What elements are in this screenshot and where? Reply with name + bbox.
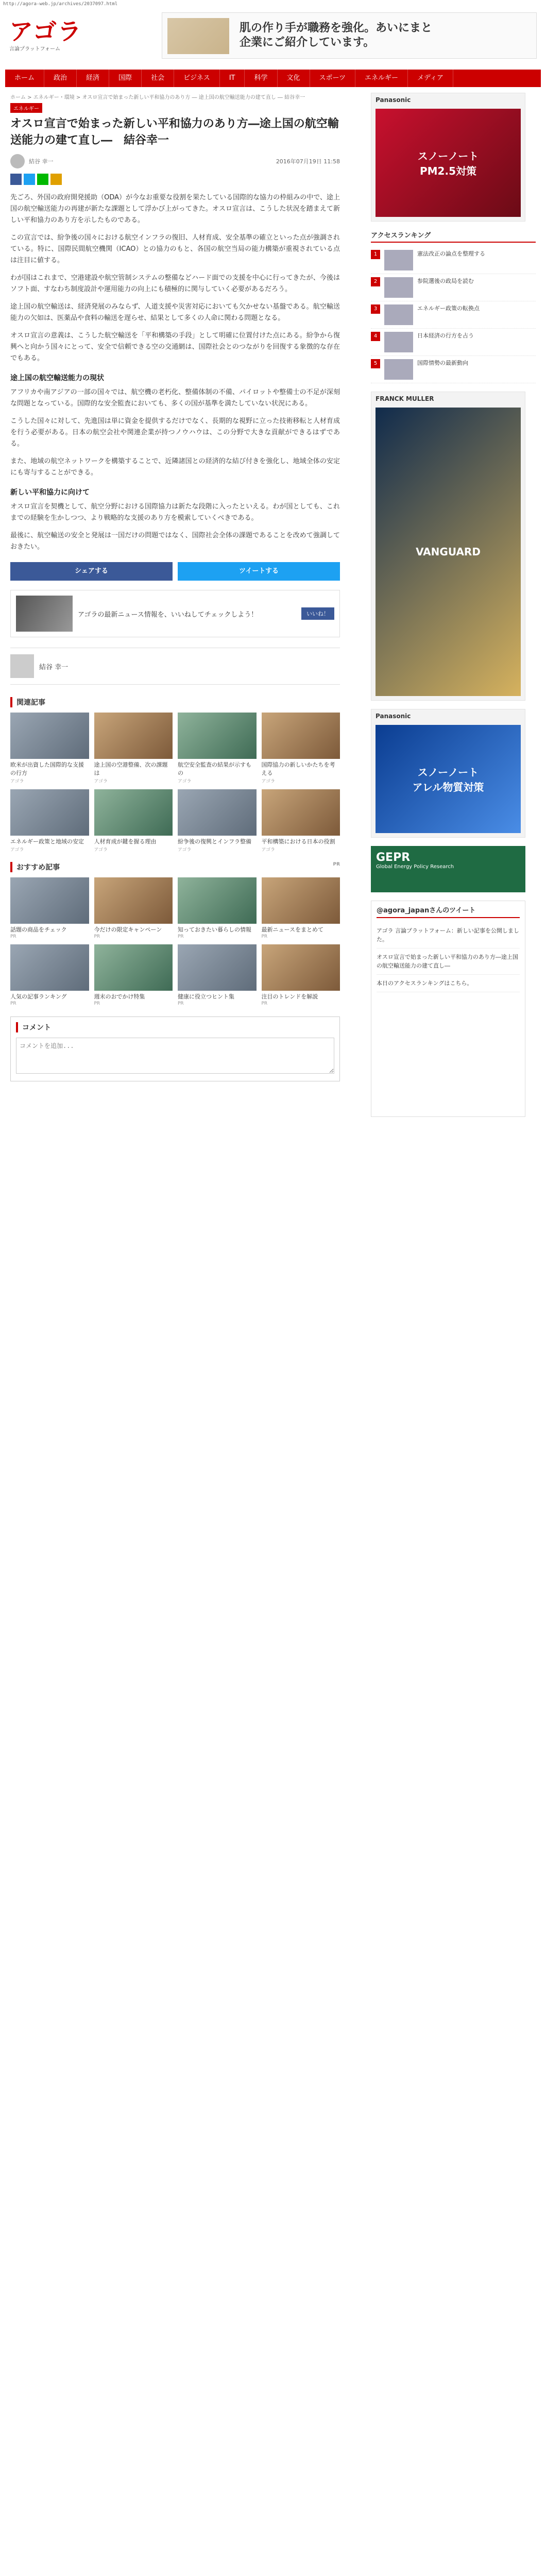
nav-item[interactable]: メディア (408, 70, 453, 87)
top-ad-image (167, 18, 229, 54)
rank-thumbnail (384, 359, 413, 380)
card-thumbnail (262, 877, 340, 924)
article-body (10, 192, 340, 553)
comment-box (10, 1016, 340, 1081)
ranking-item[interactable] (371, 274, 536, 301)
comment-input[interactable] (16, 1038, 334, 1074)
card-caption: 途上国の空港整備、次の課題は (94, 761, 168, 776)
twitter-icon[interactable] (24, 174, 35, 185)
ad-headline: スノーノート PM2.5対策 (376, 109, 521, 217)
rank-title: エネルギー政策の転換点 (417, 305, 480, 312)
related-card[interactable] (178, 713, 257, 784)
nav-item[interactable]: 経済 (77, 70, 109, 87)
ranking-title: アクセスランキング (371, 230, 536, 243)
card-thumbnail (10, 789, 89, 836)
ranking-item[interactable] (371, 301, 536, 329)
related-card[interactable] (94, 789, 173, 853)
rank-thumbnail (384, 332, 413, 352)
author-box-avatar (10, 654, 34, 678)
byline (10, 154, 340, 168)
card-source: アゴラ (10, 779, 24, 784)
article-main (10, 103, 340, 1081)
card-source: PR (10, 934, 16, 939)
bookmark-icon[interactable] (50, 174, 62, 185)
card-caption: 平和構築における日本の役割 (261, 838, 335, 845)
pr-card[interactable] (10, 877, 89, 939)
article-paragraph: こうした国々に対して、先進国は単に資金を提供するだけでなく、長期的な視野に立った技術移転と人材育成を行う必要がある。日本の航空会社や関連企業が持つノウハウは、この分野で大きな貢献ができるはずである。 (10, 417, 340, 448)
card-caption: 人気の記事ランキング (10, 993, 67, 1000)
article-paragraph: 途上国の航空輸送は、経済発展のみならず、人道支援や災害対応においても欠かせない基盤である。航空輸送能力の欠如は、医薬品や食料の輸送を遅らせ、結果として多くの人命に関わる問題となる。 (10, 303, 340, 322)
ad-brand: FRANCK MULLER (376, 395, 434, 402)
ad-headline: スノーノート アレル物質対策 (376, 725, 521, 833)
category-badge[interactable]: エネルギー (10, 103, 42, 113)
top-banner-ad[interactable] (162, 12, 537, 59)
card-thumbnail (262, 713, 340, 759)
ad-brand: Panasonic (376, 96, 411, 104)
rank-number: 1 (371, 250, 380, 259)
card-source: アゴラ (178, 848, 192, 853)
pr-grid (10, 877, 340, 1006)
related-grid (10, 713, 340, 853)
card-thumbnail (178, 789, 257, 836)
url-bar: http://agora-web.jp/archives/2037097.html (3, 2, 118, 7)
related-card[interactable] (178, 789, 257, 853)
pr-card[interactable] (178, 944, 257, 1006)
tweet[interactable]: オスロ宣言で始まった新しい平和協力のあり方―途上国の航空輸送能力の建て直し― (377, 948, 520, 975)
ad-brand: Panasonic (376, 713, 411, 720)
related-section-title: 関連記事 (10, 697, 340, 707)
twitter-share-button[interactable]: ツイートする (178, 562, 340, 581)
card-caption: 最新ニュースをまとめて (261, 926, 323, 933)
pr-label: PR (333, 862, 340, 867)
article-title: オスロ宣言で始まった新しい平和協力のあり方―途上国の航空輸送能力の建て直し― 結谷幸一 (10, 117, 339, 147)
card-thumbnail (94, 789, 173, 836)
twitter-timeline[interactable] (371, 901, 525, 1117)
pr-card[interactable] (94, 877, 173, 939)
rank-number: 5 (371, 359, 380, 368)
ranking-item[interactable] (371, 247, 536, 274)
gepr-banner[interactable] (371, 846, 525, 892)
site-logo[interactable] (9, 19, 102, 52)
author-box-name[interactable]: 結谷 幸一 (39, 663, 69, 671)
share-mini-bar (10, 174, 340, 185)
card-caption: 国際協力の新しいかたちを考える (261, 761, 335, 776)
card-source: PR (178, 1001, 184, 1006)
related-card[interactable] (262, 713, 340, 784)
related-card[interactable] (262, 789, 340, 853)
related-card[interactable] (94, 713, 173, 784)
nav-item[interactable]: エネルギー (355, 70, 408, 87)
card-source: アゴラ (94, 779, 108, 784)
pr-card[interactable] (10, 944, 89, 1006)
related-card[interactable] (10, 789, 89, 853)
gepr-subtitle: Global Energy Policy Research (376, 864, 454, 870)
tweets-title: @agora_japanさんのツイート (377, 906, 520, 918)
card-caption: 話題の商品をチェック (10, 926, 67, 933)
related-card[interactable] (10, 713, 89, 784)
card-caption: 週末のおでかけ特集 (94, 993, 145, 1000)
pr-card[interactable] (262, 944, 340, 1006)
author-info[interactable] (10, 154, 54, 168)
card-source: アゴラ (10, 848, 24, 853)
card-caption: 注目のトレンドを解説 (261, 993, 318, 1000)
follow-text: アゴラの最新ニュース情報を、いいねしてチェックしよう！ (78, 611, 258, 619)
follow-image (16, 596, 73, 632)
card-source: PR (10, 1001, 16, 1006)
tweet[interactable]: 本日のアクセスランキングはこちら。 (377, 975, 520, 992)
card-source: アゴラ (94, 848, 108, 853)
ranking-item[interactable] (371, 329, 536, 356)
article-paragraph: 先ごろ、外国の政府開発援助（ODA）が今なお重要な役割を果たしている国際的な協力の枠組みの中で、途上国の航空輸送能力の再建が新たな課題として浮かび上がってきた。オスロ宣言は、こうした状況を踏まえて新しい平和協力のあり方を示したものである。 (10, 194, 340, 224)
nav-item[interactable]: 国際 (109, 70, 142, 87)
site-tagline: 言論プラットフォーム (9, 46, 60, 52)
card-thumbnail (262, 789, 340, 836)
sidebar-ad[interactable] (371, 93, 525, 222)
card-caption: 今だけの限定キャンペーン (94, 926, 162, 933)
article-subheading: 途上国の航空輸送能力の現状 (10, 374, 104, 382)
nav-item[interactable]: 科学 (245, 70, 277, 87)
tweet[interactable]: アゴラ 言論プラットフォーム：新しい記事を公開しました。 (377, 922, 520, 948)
breadcrumb[interactable]: ホーム > エネルギー・環境 > オスロ宣言で始まった新しい平和協力のあり方 ― 途上国の航空輸送能力の建て直し ― 結谷幸一 (10, 95, 305, 100)
nav-item[interactable]: スポーツ (310, 70, 355, 87)
article-paragraph: わが国はこれまで、空港建設や航空管制システムの整備などハード面での支援を中心に行ってきたが、今後はソフト面、すなわち制度設計や運用能力の向上にも積極的に関与していく必要があるだろう。 (10, 274, 340, 293)
facebook-icon[interactable] (10, 174, 22, 185)
card-thumbnail (178, 713, 257, 759)
card-thumbnail (10, 944, 89, 991)
comment-title: コメント (16, 1022, 334, 1032)
author-avatar (10, 154, 25, 168)
article-paragraph: 最後に、航空輸送の安全と発展は一国だけの問題ではなく、国際社会全体の課題であることを改めて強調しておきたい。 (10, 532, 340, 551)
site-header (5, 10, 541, 67)
nav-item[interactable]: IT (220, 70, 245, 87)
article-paragraph: オスロ宣言を契機として、航空分野における国際協力は新たな段階に入ったといえる。わが国としても、これまでの経験を生かしつつ、より戦略的な支援のあり方を模索していくべきである。 (10, 503, 340, 522)
card-caption: 紛争後の復興とインフラ整備 (178, 838, 251, 845)
nav-item[interactable]: ビジネス (174, 70, 220, 87)
pr-card[interactable] (94, 944, 173, 1006)
nav-item[interactable]: 社会 (142, 70, 174, 87)
card-source: PR (261, 934, 268, 939)
line-icon[interactable] (37, 174, 48, 185)
card-source: PR (94, 1001, 100, 1006)
like-button[interactable]: いいね！ (301, 607, 334, 620)
article-paragraph: この宣言では、紛争後の国々における航空インフラの復旧、人材育成、安全基準の確立といった点が強調されている。特に、国際民間航空機関（ICAO）との協力のもと、各国の航空当局の能力構築が重視されている点は注目に値する。 (10, 234, 340, 264)
nav-item[interactable]: ホーム (5, 70, 44, 87)
pr-section-title (10, 862, 340, 872)
rank-number: 3 (371, 304, 380, 314)
rank-title: 国際情勢の最新動向 (417, 360, 468, 366)
card-caption: 人材育成が鍵を握る理由 (94, 838, 157, 845)
article-paragraph: オスロ宣言の意義は、こうした航空輸送を「平和構築の手段」として明確に位置付けた点にある。紛争から復興へと向かう国々にとって、安全で信頼できる空の交通網は、国際社会とのつながりを回復する象徴的な存在でもある。 (10, 332, 340, 362)
ad-headline: VANGUARD (376, 408, 521, 696)
card-source: PR (178, 934, 184, 939)
sidebar-ad[interactable] (371, 709, 525, 838)
share-buttons (10, 562, 340, 581)
card-source: アゴラ (261, 848, 276, 853)
card-thumbnail (94, 944, 173, 991)
card-thumbnail (94, 713, 173, 759)
card-thumbnail (178, 944, 257, 991)
ranking-list (371, 247, 536, 383)
rank-number: 4 (371, 332, 380, 341)
author-name: 結谷 幸一 (29, 158, 54, 165)
gepr-title: GEPR (376, 851, 411, 864)
follow-box (10, 590, 340, 637)
sidebar-ad[interactable] (371, 392, 525, 701)
ranking-item[interactable] (371, 356, 536, 383)
publish-date: 2016年07月19日 11:58 (276, 158, 340, 165)
rank-number: 2 (371, 277, 380, 286)
facebook-share-button[interactable]: シェアする (10, 562, 173, 581)
rank-title: 日本経済の行方を占う (417, 332, 474, 339)
pr-card[interactable] (178, 877, 257, 939)
article-subheading: 新しい平和協力に向けて (10, 488, 90, 497)
card-caption: 健康に役立つヒント集 (178, 993, 234, 1000)
card-caption: 航空安全監査の結果が示すもの (178, 761, 251, 776)
rank-thumbnail (384, 304, 413, 325)
card-thumbnail (10, 713, 89, 759)
nav-item[interactable]: 文化 (278, 70, 310, 87)
card-source: PR (261, 1001, 268, 1006)
pr-title: おすすめ記事 (16, 863, 60, 872)
card-caption: 知っておきたい暮らしの情報 (178, 926, 251, 933)
global-nav (5, 70, 541, 87)
rank-thumbnail (384, 250, 413, 270)
rank-title: 参院選後の政局を読む (417, 278, 474, 284)
pr-card[interactable] (262, 877, 340, 939)
sidebar (371, 93, 536, 1125)
card-source: アゴラ (261, 779, 276, 784)
card-thumbnail (94, 877, 173, 924)
nav-item[interactable]: 政治 (44, 70, 77, 87)
article-paragraph: また、地域の航空ネットワークを構築することで、近隣諸国との経済的な結び付きを強化し、地域全体の安定にも寄与することができる。 (10, 457, 340, 477)
rank-title: 憲法改正の論点を整理する (417, 250, 485, 257)
card-caption: 欧米が出資した国際的な支援の行方 (10, 761, 84, 776)
card-source: PR (94, 934, 100, 939)
card-source: アゴラ (178, 779, 192, 784)
card-caption: エネルギー政策と地域の安定 (10, 838, 84, 845)
card-thumbnail (178, 877, 257, 924)
author-box (10, 648, 340, 685)
site-logo-text: アゴラ (9, 18, 82, 45)
card-thumbnail (262, 944, 340, 991)
card-thumbnail (10, 877, 89, 924)
article-paragraph: アフリカや南アジアの一部の国々では、航空機の老朽化、整備体制の不備、パイロットや整備士の不足が深刻な問題となっている。国際的な安全監査においても、多くの国が基準を満たしていない状況にある。 (10, 388, 340, 408)
top-ad-text: 肌の作り手が職務を強化。あいにまと 企業にご紹介しています。 (240, 22, 433, 49)
rank-thumbnail (384, 277, 413, 298)
